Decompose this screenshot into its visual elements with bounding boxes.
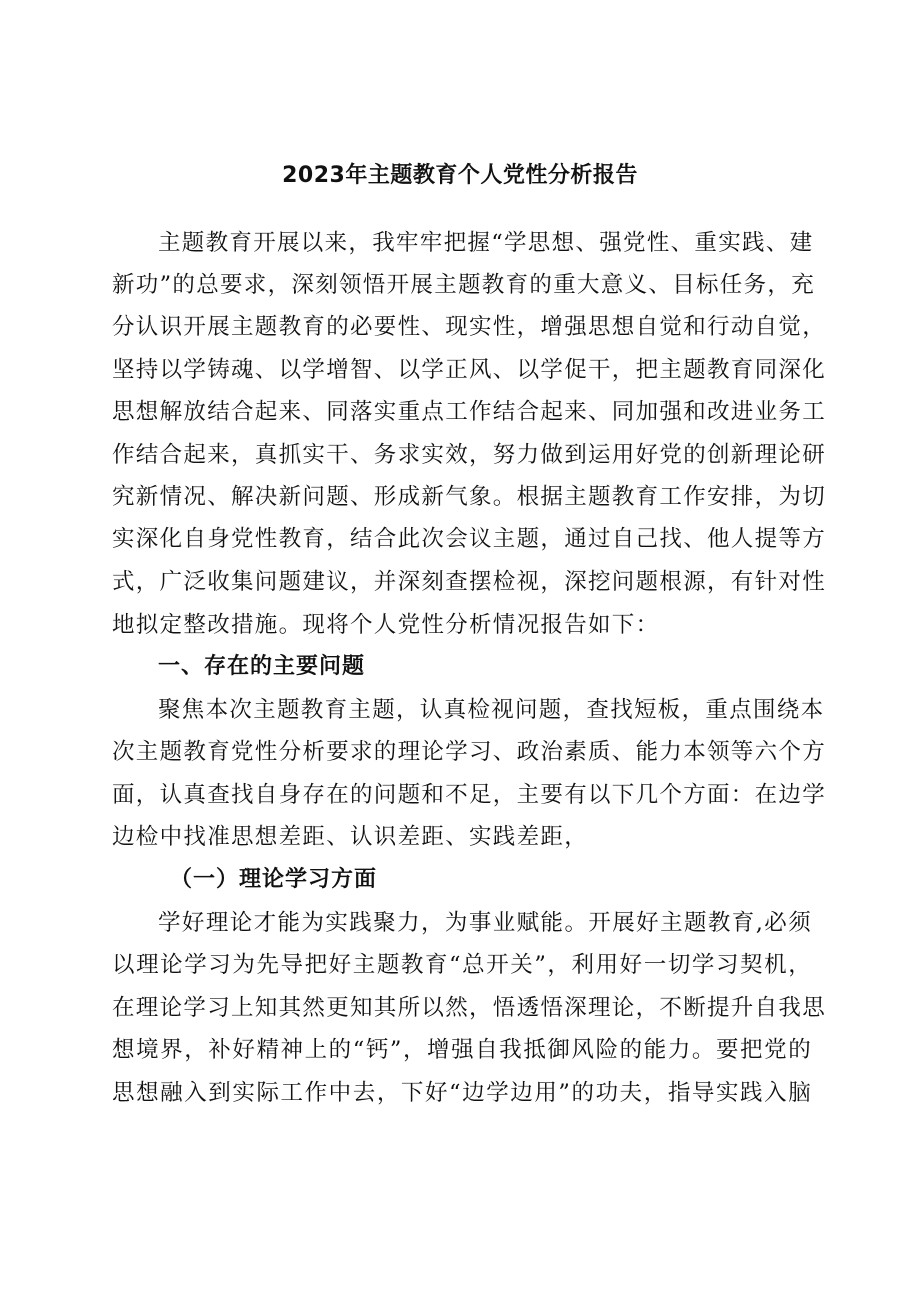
- section1-line-2: 次主题教育党性分析要求的理论学习、政治素质、能力本领等六个方: [112, 739, 827, 765]
- subsection1-line-1: 学好理论才能为实践聚力，为事业赋能。开展好主题教育,必须: [158, 910, 812, 936]
- section1-line-4: 边检中找准思想差距、认识差距、实践差距，: [112, 824, 589, 850]
- subsection1-line-4: 想境界，补好精神上的“钙”，增强自我抵御风险的能力。要把党的: [112, 1037, 812, 1063]
- document-title: 2023年主题教育个人党性分析报告: [282, 163, 638, 188]
- intro-line-2: 新功”的总要求，深刻领悟开展主题教育的重大意义、目标任务，充: [112, 272, 816, 298]
- intro-line-4: 坚持以学铸魂、以学增智、以学正风、以学促干，把主题教育同深化: [112, 357, 827, 383]
- intro-line-1: 主题教育开展以来，我牢牢把握“学思想、强党性、重实践、建: [158, 230, 814, 256]
- section1-line-1: 聚焦本次主题教育主题，认真检视问题，查找短板，重点围绕本: [158, 697, 825, 723]
- subsection1-line-3: 在理论学习上知其然更知其所以然，悟透悟深理论，不断提升自我思: [112, 995, 827, 1021]
- section-heading: 一、存在的主要问题: [158, 654, 366, 679]
- subsection1-line-5: 思想融入到实际工作中去，下好“边学边用”的功夫，指导实践入脑: [112, 1080, 812, 1106]
- intro-line-10: 地拟定整改措施。现将个人党性分析情况报告如下：: [112, 612, 660, 638]
- intro-line-3: 分认识开展主题教育的必要性、现实性，增强思想自觉和行动自觉，: [112, 314, 827, 340]
- subsection-heading: （一）理论学习方面: [170, 867, 378, 892]
- intro-line-8: 实深化自身党性教育，结合此次会议主题，通过自己找、他人提等方: [112, 526, 827, 552]
- intro-line-9: 式，广泛收集问题建议，并深刻查摆检视，深挖问题根源，有针对性: [112, 569, 827, 595]
- subsection1-line-2: 以理论学习为先导把好主题教育“总开关”，利用好一切学习契机，: [112, 952, 812, 978]
- intro-line-5: 思想解放结合起来、同落实重点工作结合起来、同加强和改进业务工: [112, 399, 827, 425]
- intro-line-6: 作结合起来，真抓实干、务求实效，努力做到运用好党的创新理论研: [112, 442, 827, 468]
- section1-line-3: 面，认真查找自身存在的问题和不足，主要有以下几个方面：在边学: [112, 782, 827, 808]
- intro-line-7: 究新情况、解决新问题、形成新气象。根据主题教育工作安排，为切: [112, 484, 827, 510]
